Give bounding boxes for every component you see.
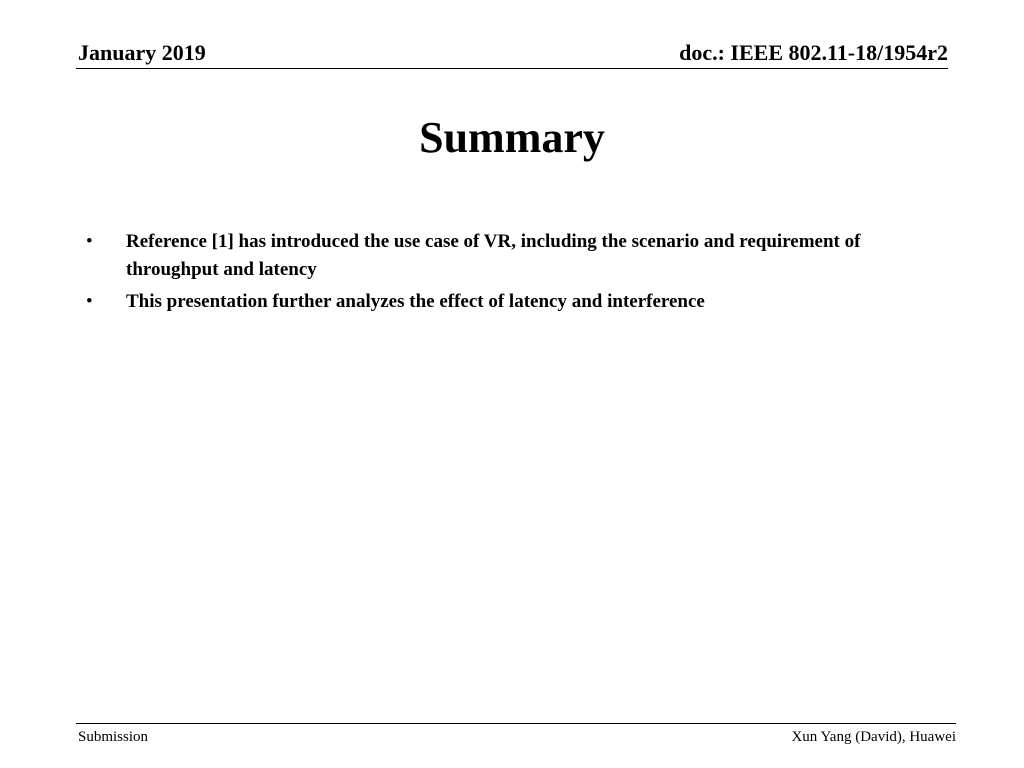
header-date: January 2019 bbox=[78, 40, 206, 65]
bullet-list bbox=[80, 228, 900, 320]
header-divider bbox=[76, 68, 948, 69]
bullet-text: This presentation further analyzes the effect of latency and interference bbox=[126, 291, 705, 312]
footer-author: Xun Yang (David), Huawei bbox=[791, 729, 956, 745]
bullet-item bbox=[80, 288, 900, 316]
footer-submission: Submission bbox=[78, 729, 149, 745]
bullet-item bbox=[80, 228, 900, 284]
bullet-text: Reference [1] has introduced the use case of VR, including the scenario and requirement of throughput and latency bbox=[126, 231, 861, 280]
header-doc-id: doc.: IEEE 802.11-18/1954r2 bbox=[679, 40, 948, 65]
bullet-marker: • bbox=[86, 231, 93, 252]
bullet-marker: • bbox=[86, 291, 93, 312]
slide-title: Summary bbox=[419, 113, 605, 162]
footer-divider bbox=[76, 723, 956, 724]
